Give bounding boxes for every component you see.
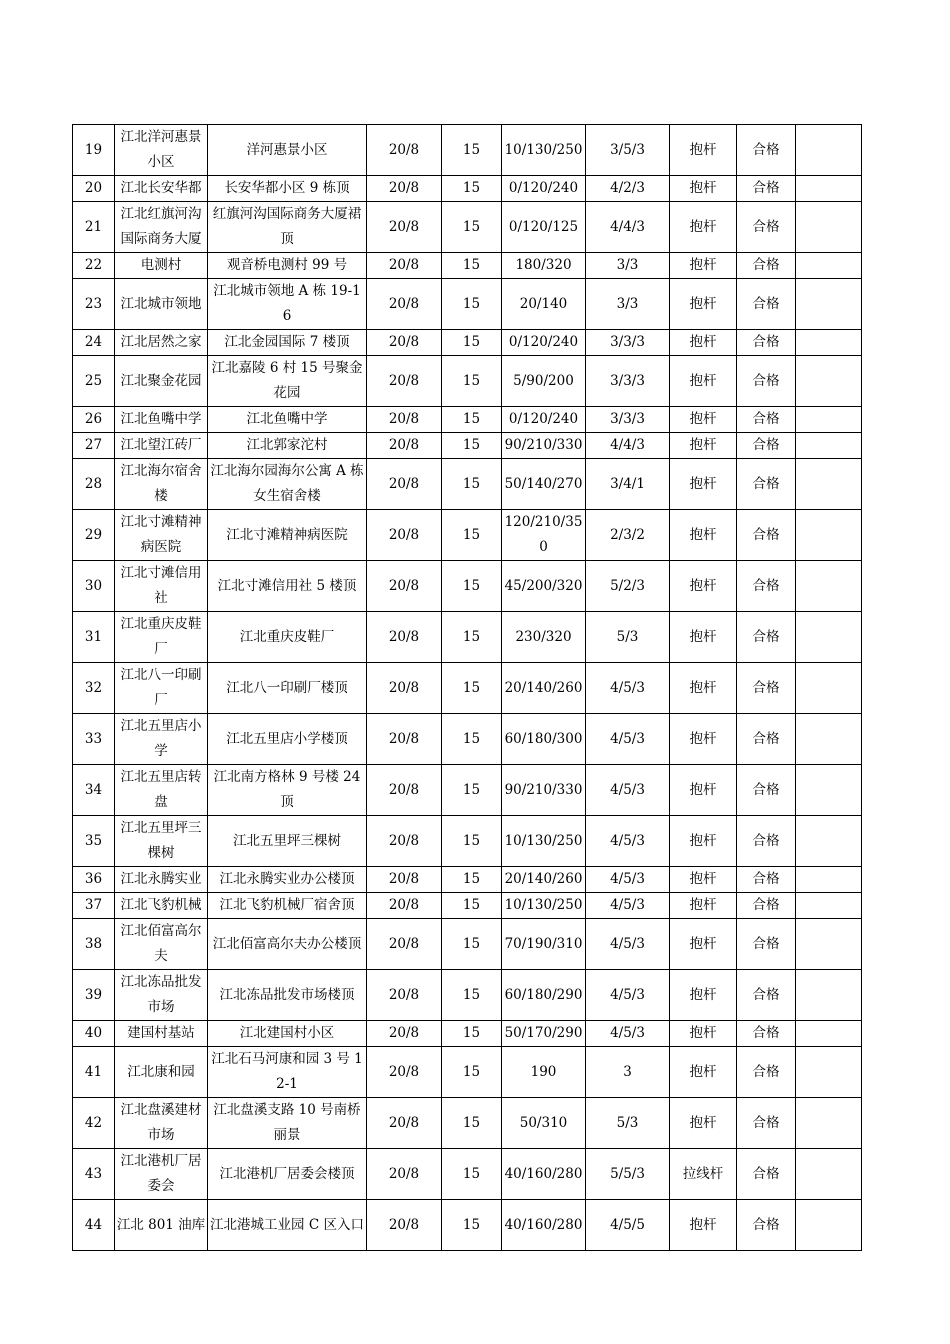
- remark-cell: [796, 970, 862, 1021]
- antenna-height-cell: 20/8: [367, 330, 442, 356]
- azimuth-value-cell: 90/210/330: [502, 433, 586, 459]
- row-number-cell: 26: [73, 407, 115, 433]
- mount-type-cell: 抱杆: [670, 663, 737, 714]
- antenna-height-cell: 20/8: [367, 1200, 442, 1251]
- table-row: [73, 356, 862, 407]
- level-value-cell: 15: [442, 765, 502, 816]
- table-row: [73, 663, 862, 714]
- remark-cell: [796, 253, 862, 279]
- table-row: [73, 330, 862, 356]
- site-name-cell: 建国村基站: [115, 1021, 208, 1047]
- tilt-value-cell: 4/5/3: [586, 1021, 670, 1047]
- table-row: [73, 867, 862, 893]
- antenna-height-cell: 20/8: [367, 459, 442, 510]
- azimuth-value-cell: 0/120/125: [502, 202, 586, 253]
- level-value-cell: 15: [442, 893, 502, 919]
- mount-type-cell: 抱杆: [670, 1200, 737, 1251]
- result-status-cell: 合格: [737, 663, 796, 714]
- antenna-height-cell: 20/8: [367, 663, 442, 714]
- mount-type-cell: 抱杆: [670, 356, 737, 407]
- table-row: [73, 407, 862, 433]
- site-location-cell: 江北飞豹机械厂宿舍顶: [208, 893, 367, 919]
- antenna-height-cell: 20/8: [367, 176, 442, 202]
- mount-type-cell: 抱杆: [670, 1098, 737, 1149]
- antenna-height-cell: 20/8: [367, 970, 442, 1021]
- azimuth-value-cell: 180/320: [502, 253, 586, 279]
- level-value-cell: 15: [442, 1149, 502, 1200]
- result-status-cell: 合格: [737, 612, 796, 663]
- level-value-cell: 15: [442, 612, 502, 663]
- site-location-cell: 江北金园国际 7 楼顶: [208, 330, 367, 356]
- result-status-cell: 合格: [737, 176, 796, 202]
- site-location-cell: 江北冻品批发市场楼顶: [208, 970, 367, 1021]
- remark-cell: [796, 356, 862, 407]
- site-name-cell: 江北港机厂居委会: [115, 1149, 208, 1200]
- tilt-value-cell: 4/2/3: [586, 176, 670, 202]
- table-row: [73, 1021, 862, 1047]
- tilt-value-cell: 4/4/3: [586, 202, 670, 253]
- row-number-cell: 35: [73, 816, 115, 867]
- result-status-cell: 合格: [737, 407, 796, 433]
- row-number-cell: 29: [73, 510, 115, 561]
- antenna-height-cell: 20/8: [367, 202, 442, 253]
- azimuth-value-cell: 10/130/250: [502, 816, 586, 867]
- azimuth-value-cell: 40/160/280: [502, 1200, 586, 1251]
- tilt-value-cell: 4/5/3: [586, 970, 670, 1021]
- tilt-value-cell: 4/5/3: [586, 816, 670, 867]
- tilt-value-cell: 3/3: [586, 279, 670, 330]
- antenna-height-cell: 20/8: [367, 561, 442, 612]
- site-location-cell: 江北嘉陵 6 村 15 号聚金花园: [208, 356, 367, 407]
- tilt-value-cell: 3/3/3: [586, 356, 670, 407]
- mount-type-cell: 抱杆: [670, 765, 737, 816]
- row-number-cell: 30: [73, 561, 115, 612]
- result-status-cell: 合格: [737, 356, 796, 407]
- row-number-cell: 33: [73, 714, 115, 765]
- row-number-cell: 31: [73, 612, 115, 663]
- row-number-cell: 25: [73, 356, 115, 407]
- mount-type-cell: 抱杆: [670, 612, 737, 663]
- table-body: [73, 125, 862, 1251]
- remark-cell: [796, 125, 862, 176]
- tilt-value-cell: 5/3: [586, 1098, 670, 1149]
- site-name-cell: 电测村: [115, 253, 208, 279]
- antenna-height-cell: 20/8: [367, 1021, 442, 1047]
- site-location-cell: 红旗河沟国际商务大厦裙顶: [208, 202, 367, 253]
- level-value-cell: 15: [442, 816, 502, 867]
- row-number-cell: 27: [73, 433, 115, 459]
- table-row: [73, 253, 862, 279]
- site-location-cell: 长安华都小区 9 栋顶: [208, 176, 367, 202]
- result-status-cell: 合格: [737, 1021, 796, 1047]
- row-number-cell: 36: [73, 867, 115, 893]
- table-row: [73, 816, 862, 867]
- remark-cell: [796, 893, 862, 919]
- antenna-height-cell: 20/8: [367, 1047, 442, 1098]
- antenna-height-cell: 20/8: [367, 919, 442, 970]
- result-status-cell: 合格: [737, 893, 796, 919]
- mount-type-cell: 抱杆: [670, 561, 737, 612]
- azimuth-value-cell: 70/190/310: [502, 919, 586, 970]
- remark-cell: [796, 330, 862, 356]
- remark-cell: [796, 1149, 862, 1200]
- site-name-cell: 江北鱼嘴中学: [115, 407, 208, 433]
- site-location-cell: 江北郭家沱村: [208, 433, 367, 459]
- azimuth-value-cell: 60/180/300: [502, 714, 586, 765]
- remark-cell: [796, 1098, 862, 1149]
- tilt-value-cell: 4/5/3: [586, 663, 670, 714]
- site-location-cell: 江北港城工业园 C 区入口: [208, 1200, 367, 1251]
- table-row: [73, 1098, 862, 1149]
- mount-type-cell: 抱杆: [670, 279, 737, 330]
- remark-cell: [796, 407, 862, 433]
- table-row: [73, 510, 862, 561]
- result-status-cell: 合格: [737, 202, 796, 253]
- antenna-height-cell: 20/8: [367, 893, 442, 919]
- mount-type-cell: 抱杆: [670, 970, 737, 1021]
- azimuth-value-cell: 10/130/250: [502, 125, 586, 176]
- mount-type-cell: 抱杆: [670, 510, 737, 561]
- remark-cell: [796, 510, 862, 561]
- site-name-cell: 江北五里坪三棵树: [115, 816, 208, 867]
- site-location-cell: 江北寸滩信用社 5 楼顶: [208, 561, 367, 612]
- azimuth-value-cell: 90/210/330: [502, 765, 586, 816]
- site-name-cell: 江北寸滩信用社: [115, 561, 208, 612]
- level-value-cell: 15: [442, 279, 502, 330]
- antenna-height-cell: 20/8: [367, 407, 442, 433]
- level-value-cell: 15: [442, 433, 502, 459]
- row-number-cell: 40: [73, 1021, 115, 1047]
- result-status-cell: 合格: [737, 1047, 796, 1098]
- site-location-cell: 江北五里坪三棵树: [208, 816, 367, 867]
- site-name-cell: 江北红旗河沟国际商务大厦: [115, 202, 208, 253]
- result-status-cell: 合格: [737, 867, 796, 893]
- mount-type-cell: 抱杆: [670, 867, 737, 893]
- level-value-cell: 15: [442, 253, 502, 279]
- table-row: [73, 176, 862, 202]
- row-number-cell: 20: [73, 176, 115, 202]
- remark-cell: [796, 867, 862, 893]
- table-row: [73, 433, 862, 459]
- site-name-cell: 江北洋河惠景小区: [115, 125, 208, 176]
- site-name-cell: 江北望江砖厂: [115, 433, 208, 459]
- mount-type-cell: 抱杆: [670, 459, 737, 510]
- tilt-value-cell: 4/5/3: [586, 893, 670, 919]
- row-number-cell: 38: [73, 919, 115, 970]
- level-value-cell: 15: [442, 561, 502, 612]
- antenna-height-cell: 20/8: [367, 279, 442, 330]
- site-location-cell: 江北盘溪支路 10 号南桥丽景: [208, 1098, 367, 1149]
- result-status-cell: 合格: [737, 1149, 796, 1200]
- site-name-cell: 江北五里店小学: [115, 714, 208, 765]
- result-status-cell: 合格: [737, 714, 796, 765]
- remark-cell: [796, 816, 862, 867]
- level-value-cell: 15: [442, 330, 502, 356]
- table-row: [73, 714, 862, 765]
- tilt-value-cell: 3/4/1: [586, 459, 670, 510]
- tilt-value-cell: 5/2/3: [586, 561, 670, 612]
- site-location-cell: 江北港机厂居委会楼顶: [208, 1149, 367, 1200]
- level-value-cell: 15: [442, 202, 502, 253]
- result-status-cell: 合格: [737, 1200, 796, 1251]
- row-number-cell: 37: [73, 893, 115, 919]
- site-location-cell: 江北城市领地 A 栋 19-16: [208, 279, 367, 330]
- site-name-cell: 江北佰富高尔夫: [115, 919, 208, 970]
- level-value-cell: 15: [442, 970, 502, 1021]
- row-number-cell: 43: [73, 1149, 115, 1200]
- tilt-value-cell: 4/5/3: [586, 765, 670, 816]
- azimuth-value-cell: 40/160/280: [502, 1149, 586, 1200]
- antenna-height-cell: 20/8: [367, 765, 442, 816]
- azimuth-value-cell: 50/310: [502, 1098, 586, 1149]
- table-row: [73, 893, 862, 919]
- table-row: [73, 202, 862, 253]
- site-name-cell: 江北 801 油库: [115, 1200, 208, 1251]
- azimuth-value-cell: 0/120/240: [502, 330, 586, 356]
- result-status-cell: 合格: [737, 970, 796, 1021]
- mount-type-cell: 抱杆: [670, 1021, 737, 1047]
- mount-type-cell: 抱杆: [670, 330, 737, 356]
- row-number-cell: 21: [73, 202, 115, 253]
- mount-type-cell: 抱杆: [670, 253, 737, 279]
- level-value-cell: 15: [442, 663, 502, 714]
- level-value-cell: 15: [442, 867, 502, 893]
- site-name-cell: 江北永腾实业: [115, 867, 208, 893]
- site-name-cell: 江北居然之家: [115, 330, 208, 356]
- site-name-cell: 江北八一印刷厂: [115, 663, 208, 714]
- result-status-cell: 合格: [737, 279, 796, 330]
- antenna-height-cell: 20/8: [367, 1098, 442, 1149]
- site-name-cell: 江北聚金花园: [115, 356, 208, 407]
- remark-cell: [796, 765, 862, 816]
- tilt-value-cell: 4/5/3: [586, 919, 670, 970]
- row-number-cell: 19: [73, 125, 115, 176]
- site-location-cell: 江北佰富高尔夫办公楼顶: [208, 919, 367, 970]
- site-location-cell: 江北重庆皮鞋厂: [208, 612, 367, 663]
- level-value-cell: 15: [442, 1021, 502, 1047]
- site-table: [72, 124, 862, 1251]
- result-status-cell: 合格: [737, 330, 796, 356]
- level-value-cell: 15: [442, 176, 502, 202]
- azimuth-value-cell: 20/140/260: [502, 663, 586, 714]
- level-value-cell: 15: [442, 714, 502, 765]
- table-row: [73, 612, 862, 663]
- row-number-cell: 28: [73, 459, 115, 510]
- remark-cell: [796, 561, 862, 612]
- remark-cell: [796, 612, 862, 663]
- site-location-cell: 江北八一印刷厂楼顶: [208, 663, 367, 714]
- tilt-value-cell: 4/5/3: [586, 867, 670, 893]
- azimuth-value-cell: 45/200/320: [502, 561, 586, 612]
- mount-type-cell: 抱杆: [670, 433, 737, 459]
- row-number-cell: 39: [73, 970, 115, 1021]
- site-name-cell: 江北冻品批发市场: [115, 970, 208, 1021]
- site-location-cell: 江北建国村小区: [208, 1021, 367, 1047]
- antenna-height-cell: 20/8: [367, 433, 442, 459]
- remark-cell: [796, 1200, 862, 1251]
- azimuth-value-cell: 20/140: [502, 279, 586, 330]
- azimuth-value-cell: 50/140/270: [502, 459, 586, 510]
- remark-cell: [796, 202, 862, 253]
- result-status-cell: 合格: [737, 510, 796, 561]
- antenna-height-cell: 20/8: [367, 612, 442, 663]
- level-value-cell: 15: [442, 1047, 502, 1098]
- mount-type-cell: 抱杆: [670, 202, 737, 253]
- site-location-cell: 江北永腾实业办公楼顶: [208, 867, 367, 893]
- remark-cell: [796, 279, 862, 330]
- level-value-cell: 15: [442, 510, 502, 561]
- antenna-height-cell: 20/8: [367, 867, 442, 893]
- site-location-cell: 江北石马河康和园 3 号 12-1: [208, 1047, 367, 1098]
- level-value-cell: 15: [442, 459, 502, 510]
- row-number-cell: 24: [73, 330, 115, 356]
- tilt-value-cell: 4/5/3: [586, 714, 670, 765]
- result-status-cell: 合格: [737, 765, 796, 816]
- remark-cell: [796, 663, 862, 714]
- site-name-cell: 江北城市领地: [115, 279, 208, 330]
- azimuth-value-cell: 230/320: [502, 612, 586, 663]
- site-name-cell: 江北盘溪建材市场: [115, 1098, 208, 1149]
- table-row: [73, 970, 862, 1021]
- result-status-cell: 合格: [737, 919, 796, 970]
- result-status-cell: 合格: [737, 816, 796, 867]
- site-name-cell: 江北寸滩精神病医院: [115, 510, 208, 561]
- antenna-height-cell: 20/8: [367, 510, 442, 561]
- site-location-cell: 江北海尔园海尔公寓 A 栋女生宿舍楼: [208, 459, 367, 510]
- row-number-cell: 23: [73, 279, 115, 330]
- level-value-cell: 15: [442, 919, 502, 970]
- table-row: [73, 125, 862, 176]
- table-row: [73, 1149, 862, 1200]
- mount-type-cell: 抱杆: [670, 176, 737, 202]
- table-row: [73, 459, 862, 510]
- site-location-cell: 江北寸滩精神病医院: [208, 510, 367, 561]
- row-number-cell: 22: [73, 253, 115, 279]
- tilt-value-cell: 5/5/3: [586, 1149, 670, 1200]
- azimuth-value-cell: 20/140/260: [502, 867, 586, 893]
- remark-cell: [796, 433, 862, 459]
- site-location-cell: 江北五里店小学楼顶: [208, 714, 367, 765]
- antenna-height-cell: 20/8: [367, 253, 442, 279]
- site-name-cell: 江北五里店转盘: [115, 765, 208, 816]
- table-row: [73, 1200, 862, 1251]
- mount-type-cell: 抱杆: [670, 1047, 737, 1098]
- mount-type-cell: 抱杆: [670, 893, 737, 919]
- remark-cell: [796, 919, 862, 970]
- azimuth-value-cell: 5/90/200: [502, 356, 586, 407]
- site-location-cell: 江北鱼嘴中学: [208, 407, 367, 433]
- tilt-value-cell: 4/5/5: [586, 1200, 670, 1251]
- tilt-value-cell: 3: [586, 1047, 670, 1098]
- antenna-height-cell: 20/8: [367, 1149, 442, 1200]
- site-location-cell: 洋河惠景小区: [208, 125, 367, 176]
- tilt-value-cell: 3/3: [586, 253, 670, 279]
- result-status-cell: 合格: [737, 561, 796, 612]
- level-value-cell: 15: [442, 356, 502, 407]
- azimuth-value-cell: 190: [502, 1047, 586, 1098]
- site-name-cell: 江北长安华都: [115, 176, 208, 202]
- site-name-cell: 江北飞豹机械: [115, 893, 208, 919]
- azimuth-value-cell: 50/170/290: [502, 1021, 586, 1047]
- mount-type-cell: 抱杆: [670, 407, 737, 433]
- site-name-cell: 江北康和园: [115, 1047, 208, 1098]
- mount-type-cell: 抱杆: [670, 714, 737, 765]
- site-name-cell: 江北重庆皮鞋厂: [115, 612, 208, 663]
- azimuth-value-cell: 0/120/240: [502, 176, 586, 202]
- row-number-cell: 34: [73, 765, 115, 816]
- azimuth-value-cell: 120/210/350: [502, 510, 586, 561]
- result-status-cell: 合格: [737, 125, 796, 176]
- site-location-cell: 江北南方格林 9 号楼 24 顶: [208, 765, 367, 816]
- row-number-cell: 42: [73, 1098, 115, 1149]
- antenna-height-cell: 20/8: [367, 356, 442, 407]
- azimuth-value-cell: 0/120/240: [502, 407, 586, 433]
- row-number-cell: 32: [73, 663, 115, 714]
- table-row: [73, 765, 862, 816]
- tilt-value-cell: 3/5/3: [586, 125, 670, 176]
- result-status-cell: 合格: [737, 459, 796, 510]
- tilt-value-cell: 3/3/3: [586, 330, 670, 356]
- site-location-cell: 观音桥电测村 99 号: [208, 253, 367, 279]
- site-name-cell: 江北海尔宿舍楼: [115, 459, 208, 510]
- tilt-value-cell: 4/4/3: [586, 433, 670, 459]
- remark-cell: [796, 1047, 862, 1098]
- table-row: [73, 279, 862, 330]
- level-value-cell: 15: [442, 1200, 502, 1251]
- result-status-cell: 合格: [737, 433, 796, 459]
- antenna-height-cell: 20/8: [367, 816, 442, 867]
- level-value-cell: 15: [442, 1098, 502, 1149]
- remark-cell: [796, 1021, 862, 1047]
- remark-cell: [796, 714, 862, 765]
- table-row: [73, 1047, 862, 1098]
- tilt-value-cell: 3/3/3: [586, 407, 670, 433]
- result-status-cell: 合格: [737, 253, 796, 279]
- table-row: [73, 561, 862, 612]
- row-number-cell: 41: [73, 1047, 115, 1098]
- mount-type-cell: 抱杆: [670, 816, 737, 867]
- level-value-cell: 15: [442, 125, 502, 176]
- azimuth-value-cell: 60/180/290: [502, 970, 586, 1021]
- remark-cell: [796, 459, 862, 510]
- antenna-height-cell: 20/8: [367, 714, 442, 765]
- level-value-cell: 15: [442, 407, 502, 433]
- mount-type-cell: 抱杆: [670, 125, 737, 176]
- mount-type-cell: 抱杆: [670, 919, 737, 970]
- azimuth-value-cell: 10/130/250: [502, 893, 586, 919]
- mount-type-cell: 拉线杆: [670, 1149, 737, 1200]
- tilt-value-cell: 5/3: [586, 612, 670, 663]
- table-row: [73, 919, 862, 970]
- remark-cell: [796, 176, 862, 202]
- antenna-height-cell: 20/8: [367, 125, 442, 176]
- row-number-cell: 44: [73, 1200, 115, 1251]
- result-status-cell: 合格: [737, 1098, 796, 1149]
- tilt-value-cell: 2/3/2: [586, 510, 670, 561]
